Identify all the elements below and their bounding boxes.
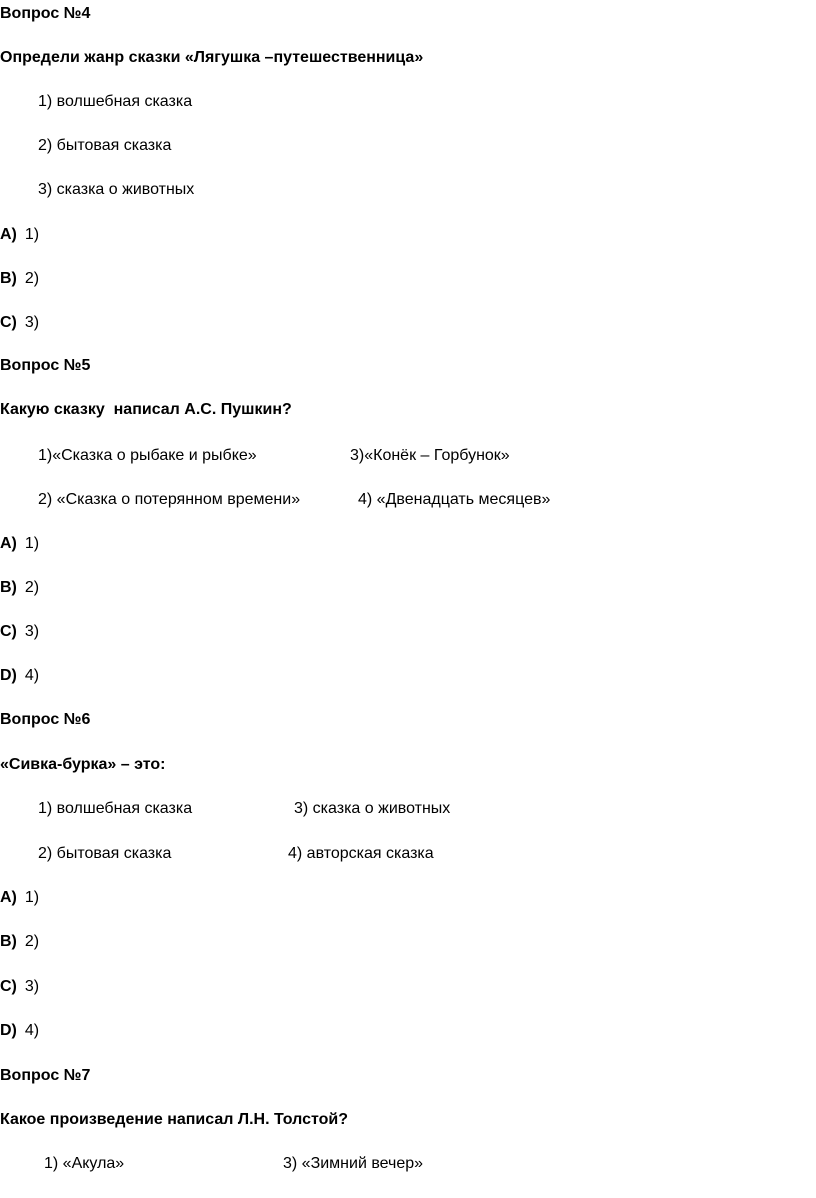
answer-value: 2) [24,270,40,287]
question-5-text: Какую сказку написал А.С. Пушкин? [0,401,292,418]
answer-letter: В) [0,933,17,950]
question-5-option: 2) «Сказка о потерянном времени» [38,491,301,508]
answer-value: 1) [24,226,40,243]
answer-letter: В) [0,270,17,287]
answer-value: 2) [24,579,40,596]
answer-value: 3) [24,314,40,331]
answer-value: 4) [24,1022,40,1039]
question-4-heading: Вопрос №4 [0,5,91,22]
answer-letter: А) [0,226,17,243]
question-4-text: Определи жанр сказки «Лягушка –путешественница» [0,49,424,66]
question-6-text: «Сивка-бурка» – это: [0,756,166,773]
question-6-answer [0,1021,39,1041]
answer-letter: А) [0,889,17,906]
question-4-answer [0,313,39,333]
answer-letter: D) [0,667,17,684]
answer-letter: А) [0,535,17,552]
question-5-answer [0,622,39,642]
question-4-option: 3) сказка о животных [38,181,195,198]
question-6-option: 4) авторская сказка [288,845,434,862]
question-5-option: 4) «Двенадцать месяцев» [358,491,551,508]
question-7-option: 1) «Акула» [44,1155,125,1172]
question-4-option: 1) волшебная сказка [38,93,193,110]
question-6-answer [0,932,39,952]
answer-value: 2) [24,933,40,950]
answer-letter: С) [0,623,17,640]
answer-value: 3) [24,978,40,995]
question-5-answer [0,578,39,598]
answer-letter: В) [0,579,17,596]
answer-value: 1) [24,535,40,552]
question-7-heading: Вопрос №7 [0,1067,91,1084]
question-4-option: 2) бытовая сказка [38,137,172,154]
question-5-heading: Вопрос №5 [0,357,91,374]
question-4-answer [0,225,39,245]
question-6-answer [0,977,39,997]
question-5-answer [0,666,39,686]
answer-letter: D) [0,1022,17,1039]
answer-value: 1) [24,889,40,906]
question-6-answer [0,888,39,908]
answer-letter: С) [0,978,17,995]
answer-letter: С) [0,314,17,331]
question-6-option: 3) сказка о животных [294,800,451,817]
question-7-option: 3) «Зимний вечер» [283,1155,424,1172]
question-5-answer [0,534,39,554]
question-5-option: 1)«Сказка о рыбаке и рыбке» [38,447,257,464]
question-5-option: 3)«Конёк – Горбунок» [350,447,510,464]
question-4-answer [0,269,39,289]
question-6-option: 1) волшебная сказка [38,800,193,817]
answer-value: 4) [24,667,40,684]
question-6-heading: Вопрос №6 [0,711,91,728]
question-6-option: 2) бытовая сказка [38,845,172,862]
answer-value: 3) [24,623,40,640]
question-7-text: Какое произведение написал Л.Н. Толстой? [0,1111,348,1128]
